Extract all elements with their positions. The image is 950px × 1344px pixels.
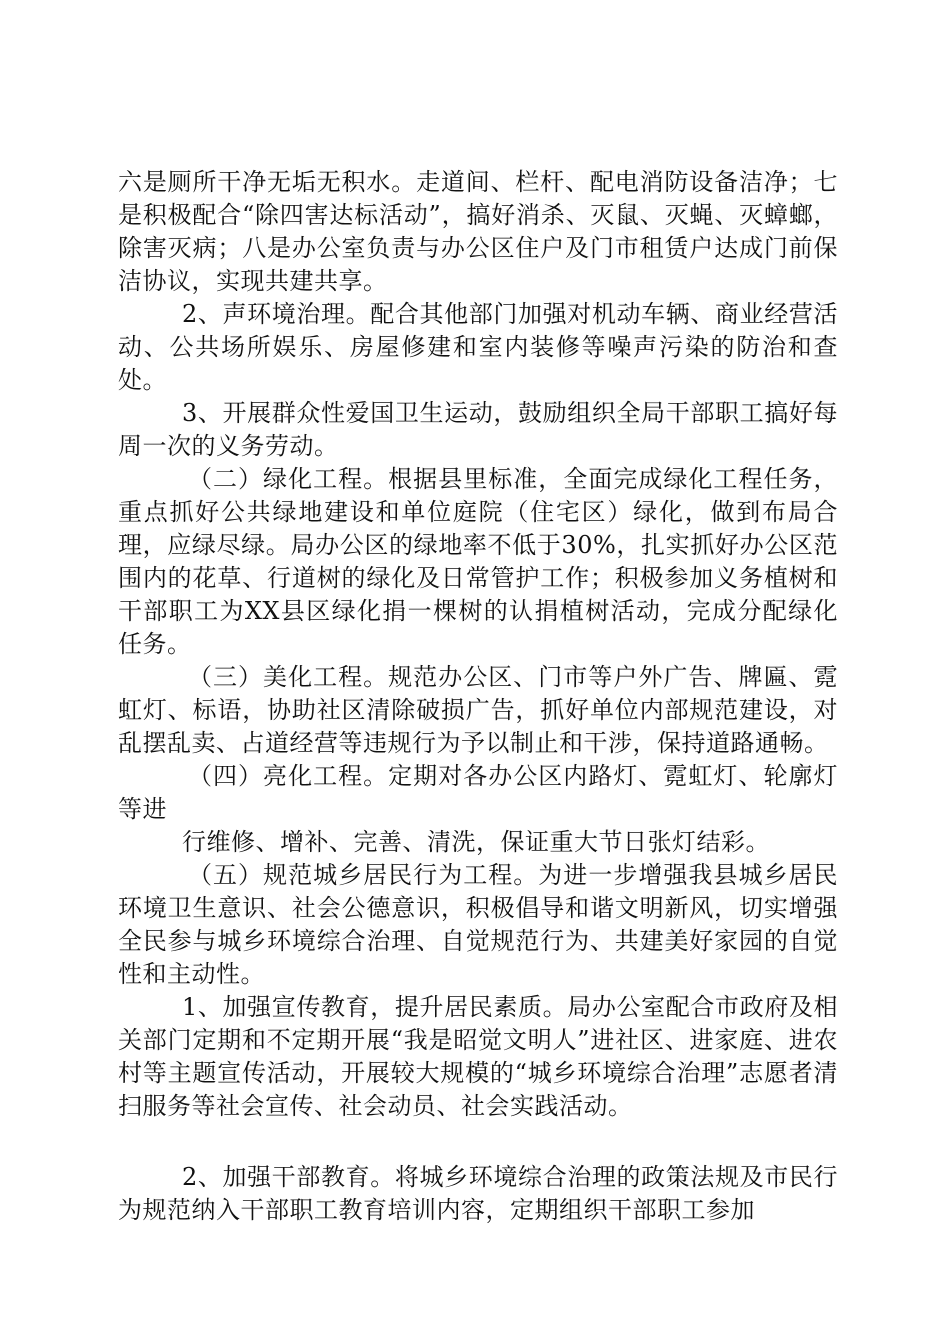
document-body (118, 166, 838, 1227)
paragraph-publicity-education: 1、加强宣传教育，提升居民素质。局办公室配合市政府及相关部门定期和不定期开展“我是昭觉文明人”进社区、进家庭、进农村等主题宣传活动，开展较大规模的“城乡环境综合治理”志愿者清扫服务等社会宣传、社会动员、社会实践活动。 (118, 993, 838, 1120)
paragraph-lighting-project: （四）亮化工程。定期对各办公区内路灯、霓虹灯、轮廓灯等进 (118, 762, 838, 823)
paragraph-beautification-project: （三）美化工程。规范办公区、门市等户外广告、牌匾、霓虹灯、标语，协助社区清除破损广告，抓好单位内部规范建设，对乱摆乱卖、占道经营等违规行为予以制止和干涉，保持道路通畅。 (118, 663, 838, 757)
paragraph-resident-behavior: （五）规范城乡居民行为工程。为进一步增强我县城乡居民环境卫生意识、社会公德意识，积极倡导和谐文明新风，切实增强全民参与城乡环境综合治理、自觉规范行为、共建美好家园的自觉性和主动性。 (118, 861, 838, 988)
paragraph-sanitation-items: 六是厕所干净无垢无积水。走道间、栏杆、配电消防设备洁净；七是积极配合“除四害达标活动”，搞好消杀、灭鼠、灭蝇、灭蟑螂，除害灭病；八是办公室负责与办公区住户及门市租赁户达成门前保洁协议，实现共建共享。 (118, 168, 838, 295)
paragraph-cadre-education: 2、加强干部教育。将城乡环境综合治理的政策法规及市民行为规范纳入干部职工教育培训内容，定期组织干部职工参加 (118, 1163, 838, 1224)
paragraph-greening-project: （二）绿化工程。根据县里标准，全面完成绿化工程任务，重点抓好公共绿地建设和单位庭院（住宅区）绿化，做到布局合理，应绿尽绿。局办公区的绿地率不低于30%，扎实抓好办公区范围内的花草、行道树的绿化及日常管护工作；积极参加义务植树和干部职工为XX县区绿化捐一棵树的认捐植树活动，完成分配绿化任务。 (118, 465, 838, 658)
paragraph-noise-control: 2、声环境治理。配合其他部门加强对机动车辆、商业经营活动、公共场所娱乐、房屋修建和室内装修等噪声污染的防治和查处。 (118, 300, 838, 394)
paragraph-lighting-continued: 行维修、增补、完善、清洗，保证重大节日张灯结彩。 (182, 828, 770, 856)
paragraph-patriotic-health: 3、开展群众性爱国卫生运动，鼓励组织全局干部职工搞好每周一次的义务劳动。 (118, 399, 838, 460)
